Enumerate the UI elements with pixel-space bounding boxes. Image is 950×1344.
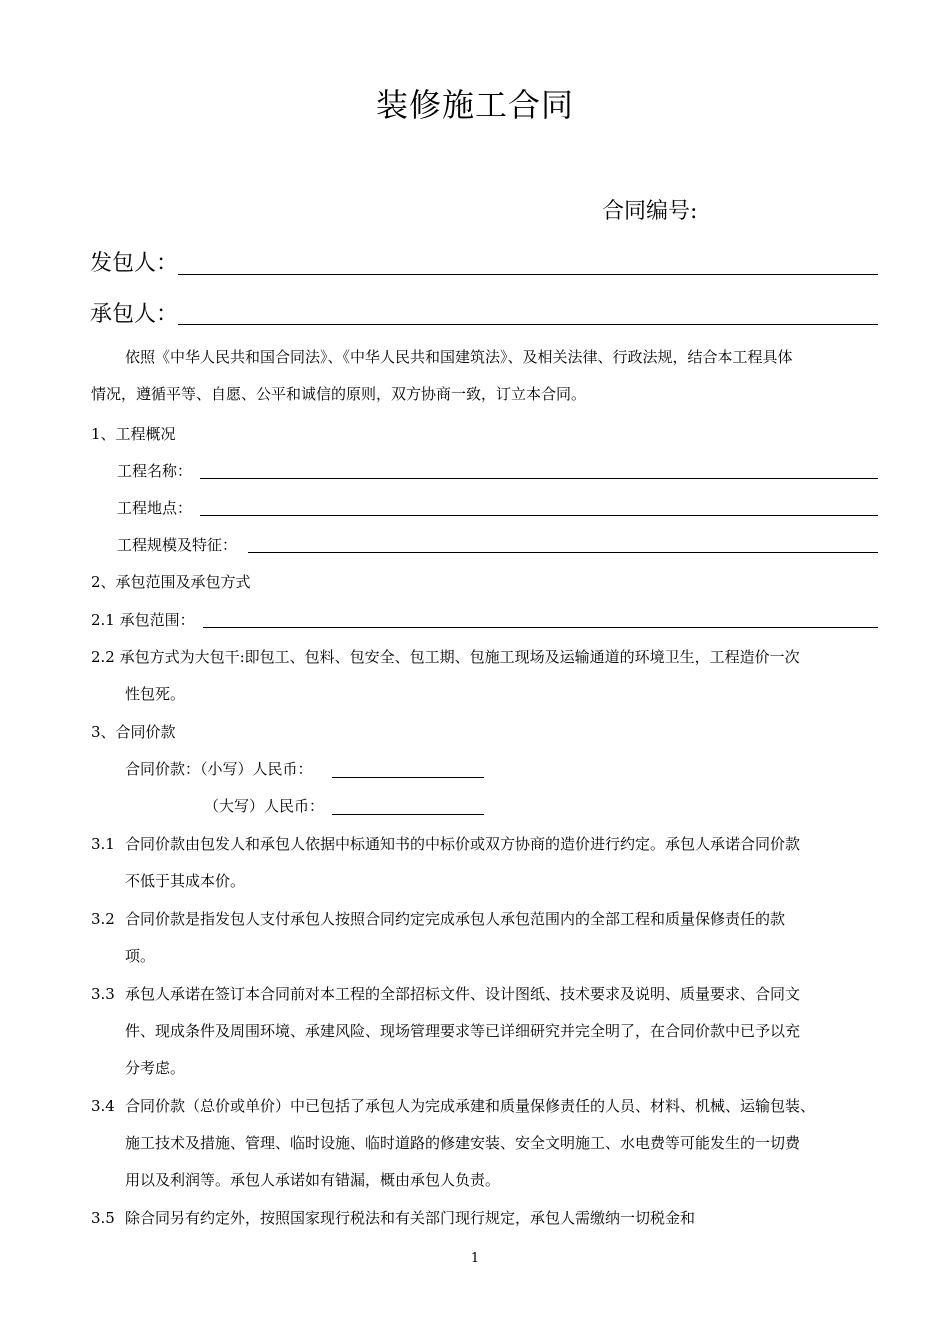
price-big-blank bbox=[332, 814, 484, 815]
clause-3-2-line-2: 项。 bbox=[125, 947, 156, 965]
party-b-label: 承包人： bbox=[90, 302, 179, 327]
price-small-blank bbox=[332, 777, 484, 778]
document-title: 装修施工合同 bbox=[375, 86, 574, 124]
clause-3-1-line-1: 合同价款由包发人和承包人依据中标通知书的中标价或双方协商的造价进行约定。承包人承诺合同价款 bbox=[125, 835, 801, 853]
clause-3-4-line-1: 合同价款（总价或单价）中已包括了承包人为完成承建和质量保修责任的人员、材料、机械、运输包装、 bbox=[125, 1097, 816, 1115]
scope-blank bbox=[203, 627, 878, 628]
party-a-blank bbox=[178, 274, 878, 275]
price-small-label: 合同价款：（小写）人民币： bbox=[125, 760, 313, 778]
clause-3-2-number: 3.2 bbox=[91, 910, 115, 928]
clause-3-3-line-2: 件、现成条件及周围环境、承建风险、现场管理要求等已详细研究并完全明了，在合同价款中已予以充 bbox=[125, 1022, 801, 1040]
clause-3-1-number: 3.1 bbox=[91, 835, 115, 853]
project-location-label: 工程地点： bbox=[117, 499, 193, 517]
clause-3-5-line-1: 除合同另有约定外，按照国家现行税法和有关部门现行规定，承包人需缴纳一切税金和 bbox=[125, 1209, 696, 1227]
clause-3-4-line-3: 用以及利润等。承包人承诺如有错漏，概由承包人负责。 bbox=[125, 1171, 501, 1189]
clause-3-3-line-3: 分考虑。 bbox=[125, 1059, 186, 1077]
scope-label: 2.1 承包范围： bbox=[91, 611, 195, 629]
project-scale-label: 工程规模及特征： bbox=[117, 536, 238, 554]
party-b-blank bbox=[178, 324, 878, 325]
project-name-label: 工程名称： bbox=[117, 462, 193, 480]
page-number: 1 bbox=[470, 1251, 480, 1266]
project-location-blank bbox=[200, 515, 878, 516]
clause-3-1-line-2: 不低于其成本价。 bbox=[125, 872, 246, 890]
clause-3-3-line-1: 承包人承诺在签订本合同前对本工程的全部招标文件、设计图纸、技术要求及说明、质量要求、合同文 bbox=[125, 985, 801, 1003]
party-a-label: 发包人： bbox=[90, 251, 179, 276]
clause-3-4-number: 3.4 bbox=[91, 1097, 115, 1115]
section-2-heading: 2、承包范围及承包方式 bbox=[91, 573, 251, 591]
project-name-blank bbox=[200, 478, 878, 479]
clause-3-2-line-1: 合同价款是指发包人支付承包人按照合同约定完成承包人承包范围内的全部工程和质量保修责任的款 bbox=[125, 910, 786, 928]
contract-number-label: 合同编号: bbox=[602, 199, 698, 224]
price-big-label: （大写）人民币： bbox=[204, 797, 325, 815]
clause-3-3-number: 3.3 bbox=[91, 985, 115, 1003]
intro-line-2: 情况，遵循平等、自愿、公平和诚信的原则，双方协商一致，订立本合同。 bbox=[91, 385, 587, 403]
mode-line-2: 性包死。 bbox=[125, 685, 186, 703]
mode-line-1: 2.2 承包方式为大包干:即包工、包料、包安全、包工期、包施工现场及运输通道的环境卫生，工程造价一次 bbox=[91, 648, 800, 666]
section-3-heading: 3、合同价款 bbox=[91, 723, 176, 741]
section-1-heading: 1、工程概况 bbox=[91, 425, 176, 443]
project-scale-blank bbox=[248, 552, 878, 553]
intro-line-1: 依照《中华人民共和国合同法》、《中华人民共和国建筑法》、及相关法律、行政法规，结合本工程具体 bbox=[125, 348, 793, 366]
clause-3-5-number: 3.5 bbox=[91, 1209, 115, 1227]
clause-3-4-line-2: 施工技术及措施、管理、临时设施、临时道路的修建安装、安全文明施工、水电费等可能发生的一切费 bbox=[125, 1134, 801, 1152]
